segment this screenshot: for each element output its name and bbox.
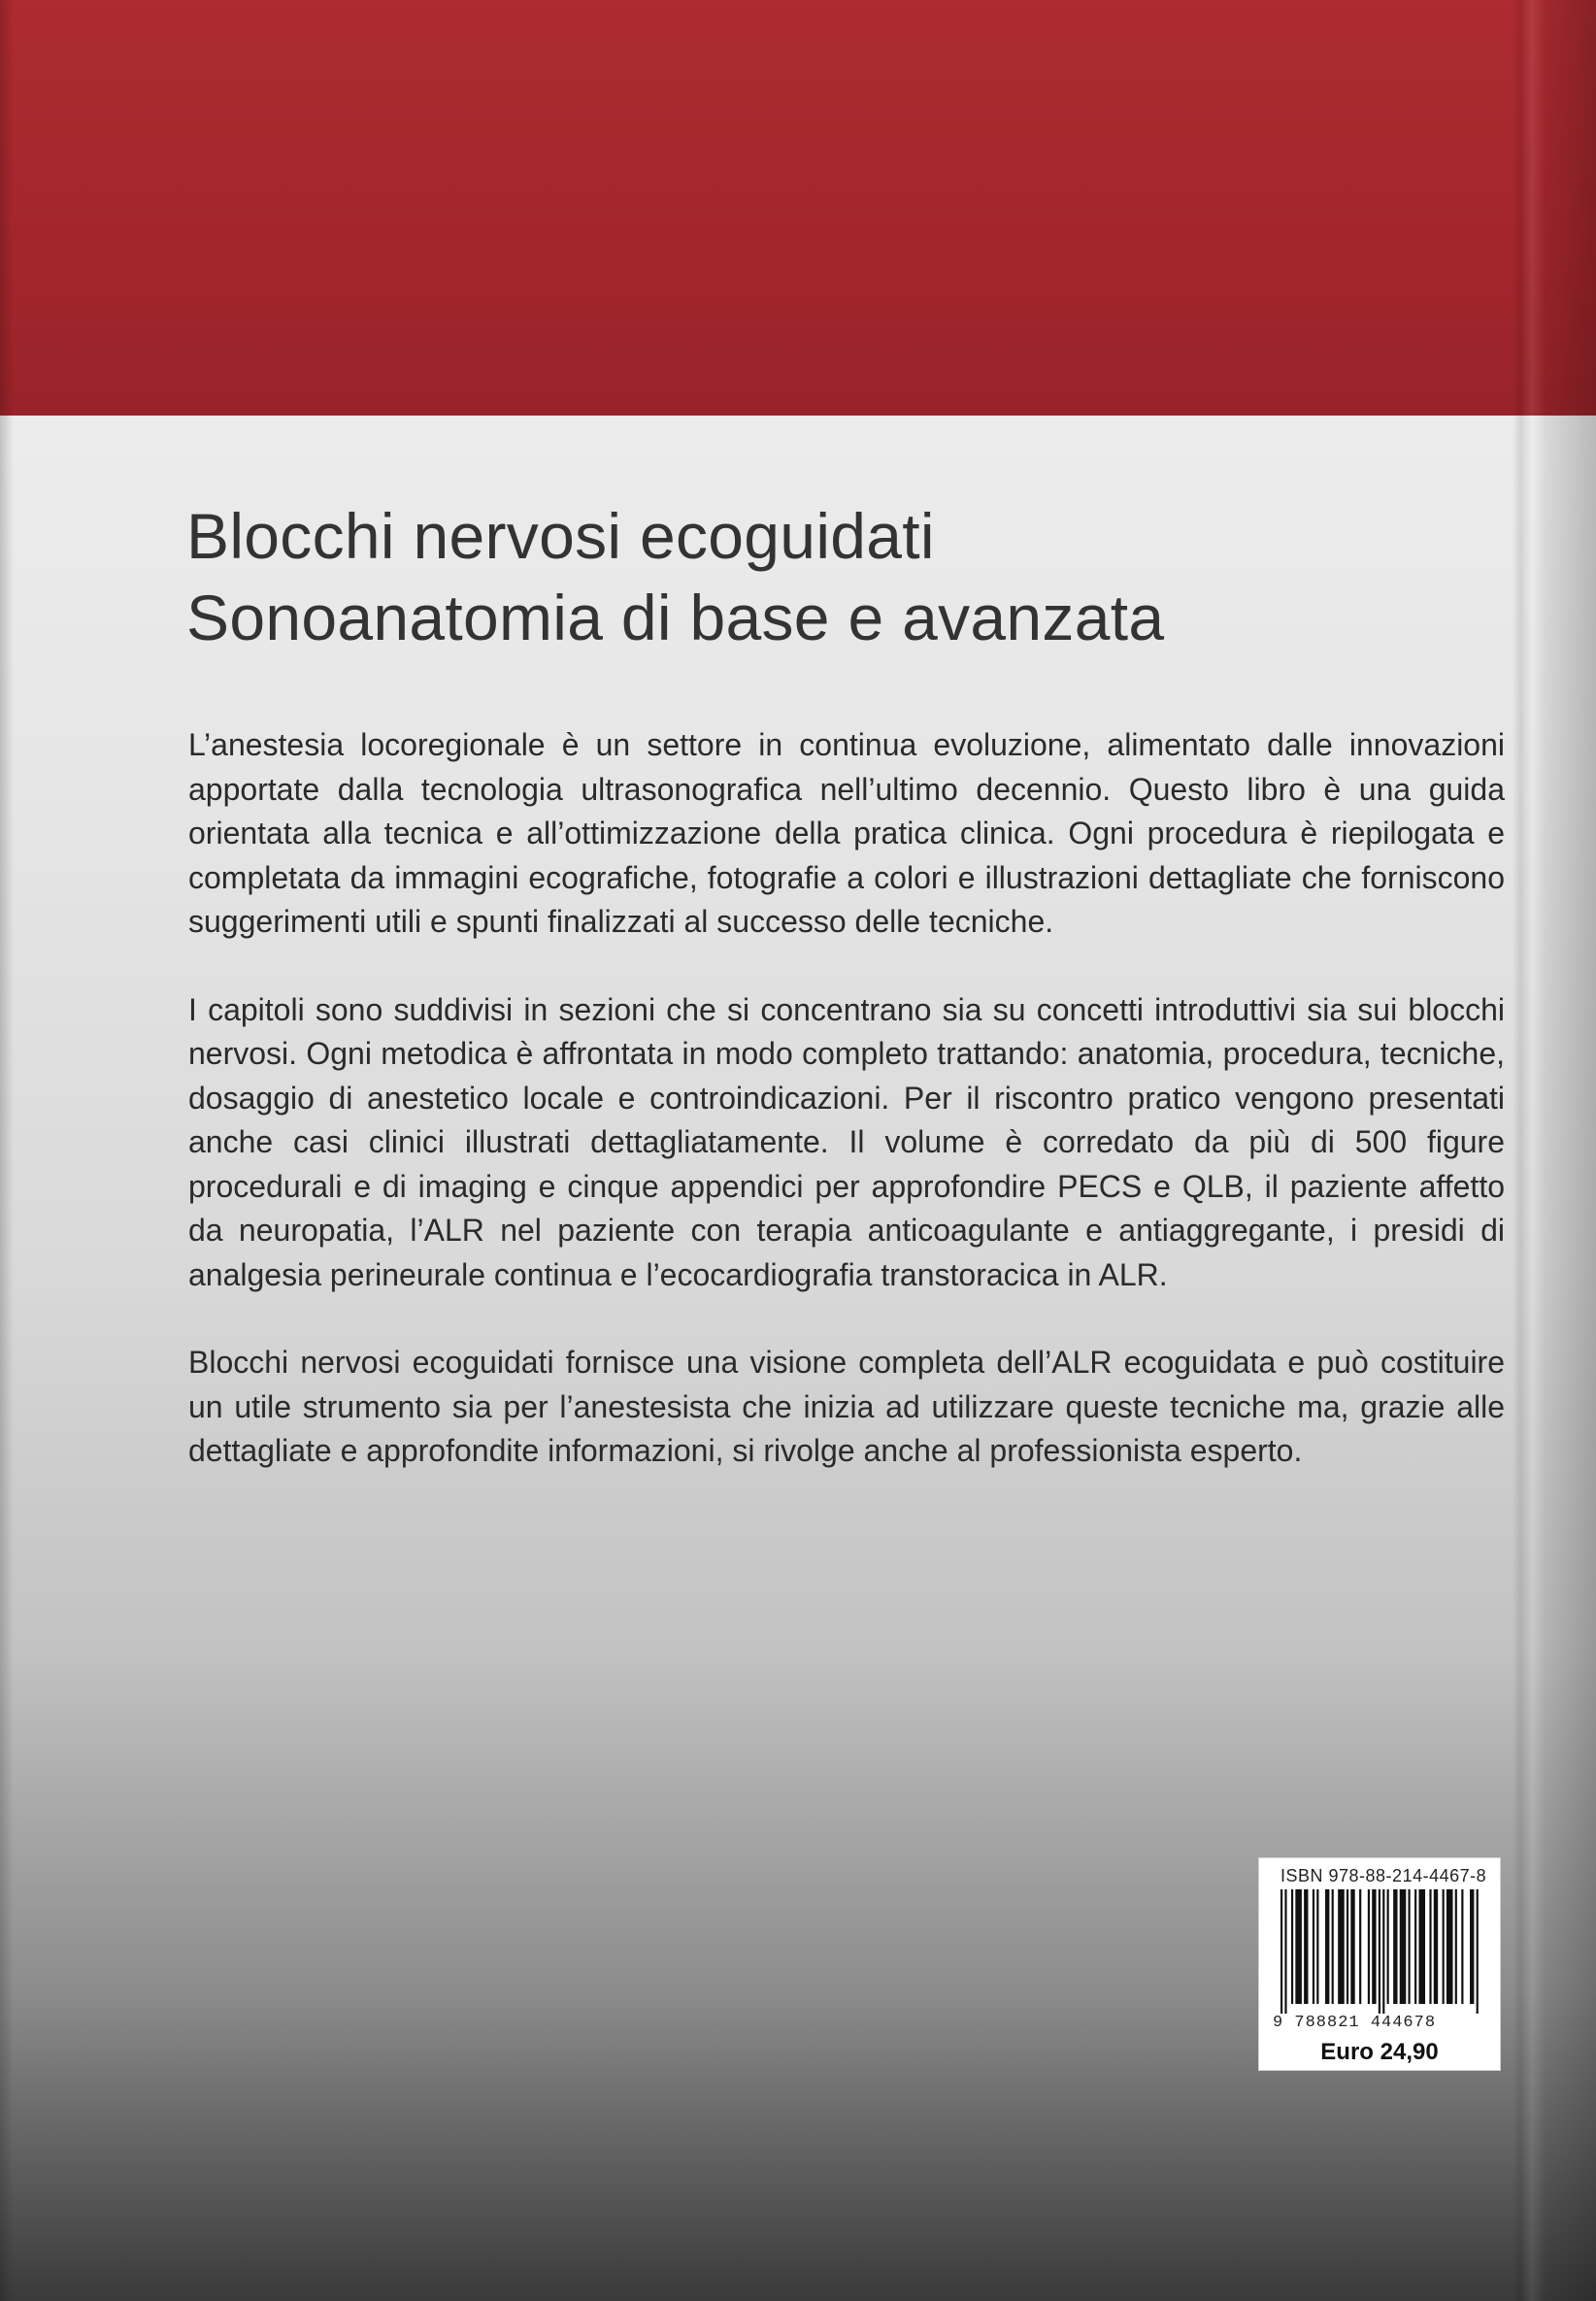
barcode-bar [1295, 1889, 1302, 2004]
title-line-1: Blocchi nervosi ecoguidati [186, 500, 935, 572]
barcode-bar [1379, 1889, 1380, 2014]
barcode-bar [1455, 1889, 1457, 2004]
barcode-bar [1382, 1889, 1384, 2014]
barcode-bar [1368, 1889, 1370, 2004]
red-header-band [0, 0, 1596, 416]
title-line-2: Sonoanatomia di base e avanzata [186, 582, 1165, 653]
barcode-bar [1418, 1889, 1425, 2004]
barcode-bar [1400, 1889, 1407, 2004]
barcode-bar [1443, 1889, 1445, 2004]
barcode-bar [1446, 1889, 1453, 2004]
barcode-bar [1372, 1889, 1376, 2004]
barcode-bar [1393, 1889, 1397, 2004]
barcode-bar [1408, 1889, 1410, 2004]
blurb [188, 723, 1505, 1517]
barcode-graphic [1280, 1889, 1480, 2014]
barcode-bar [1470, 1889, 1474, 2004]
barcode-bar [1347, 1889, 1348, 2004]
barcode-bar [1313, 1889, 1314, 2004]
spine-hinge [1513, 0, 1596, 2301]
barcode-bar [1304, 1889, 1308, 2004]
barcode-bar [1291, 1889, 1293, 2004]
book-title [186, 495, 1487, 658]
barcode-bar [1325, 1889, 1329, 2004]
barcode-bar [1350, 1889, 1354, 2004]
barcode-bar [1332, 1889, 1334, 2004]
barcode-bar [1414, 1889, 1416, 2004]
barcode-bar [1359, 1889, 1361, 2004]
barcode-bar [1280, 1889, 1282, 2014]
cover-left-edge [0, 0, 14, 2301]
barcode-bar [1434, 1889, 1438, 2004]
barcode-bar [1461, 1889, 1463, 2004]
barcode-bar [1338, 1889, 1345, 2004]
isbn-barcode-box [1258, 1857, 1501, 2071]
barcode-bar [1387, 1889, 1389, 2004]
price-label: Euro 24,90 [1320, 2039, 1439, 2065]
barcode-bar [1284, 1889, 1286, 2014]
barcode-bar [1316, 1889, 1318, 2004]
blurb-paragraph-3: Blocchi nervosi ecoguidati fornisce una visione completa dell’ALR ecoguidata e può costituire un utile strumento sia per l’anestesista che inizia ad utilizzare queste tecniche ma, grazie alle dettagliate e approfondite informazioni, si rivolge anche al professionista esperto. [188, 1345, 1505, 1468]
isbn-label: ISBN 978-88-214-4467-8 [1280, 1866, 1487, 1885]
barcode-bar [1429, 1889, 1431, 2004]
blurb-paragraph-2: I capitoli sono suddivisi in sezioni che si concentrano sia su concetti introduttivi sia sui blocchi nervosi. Ogni metodica è affrontata in modo completo trattando: anatomia, procedura, tecniche, dosaggio di anestetico locale e controindicazioni. Per il riscontro pratico vengono presentati anche casi clinici illustrati dettagliatamente. Il volume è corredato da più di 500 figure procedurali e di imaging e cinque appendici per approfondire PECS e QLB, il paziente affetto da neuropatia, l’ALR nel paziente con terapia anticoagulante e antiaggregante, i presidi di analgesia perineurale continua e l’ecocardiografia transtoracica in ALR. [188, 991, 1505, 1292]
barcode-digits: 9 788821 444678 [1273, 2014, 1437, 2032]
blurb-paragraph-1: L’anestesia locoregionale è un settore in continua evoluzione, alimentato dalle innovazioni apportate dalla tecnologia ultrasonografica nell’ultimo decennio. Questo libro è una guida orientata alla tecnica e all’ottimizzazione della pratica clinica. Ogni procedura è riepilogata e completata da immagini ecografiche, fotografie a colori e illustrazioni dettagliate che forniscono suggerimenti utili e spunti finalizzati al successo delle tecniche. [188, 727, 1505, 939]
barcode-bar [1477, 1889, 1479, 2014]
